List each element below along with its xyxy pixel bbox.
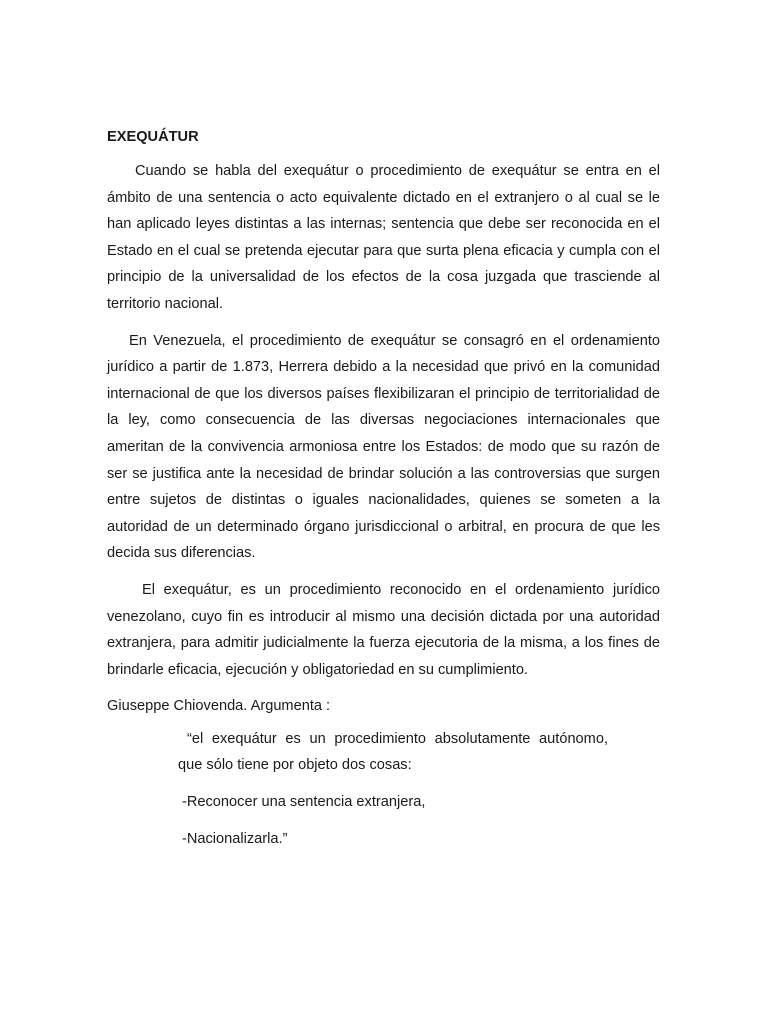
paragraph-venezuela-history: En Venezuela, el procedimiento de exequátur se consagró en el ordenamiento jurídico a partir de 1.873, Herrera debido a la necesidad que privó en la comunidad internacional de que los diversos países flexibilizaran el principio de territorialidad de la ley, como consecuencia de las diversas negociaciones internacionales que ameritan de la convivencia armoniosa entre los Estados: de modo que su razón de ser se justifica ante la necesidad de brindar solución a las controversias que surgen entre sujetos de distintas o iguales nacionalidades, quienes se someten a la autoridad de un determinado órgano jurisdiccional o arbitral, en procura de que les decida sus diferencias. (107, 332, 660, 562)
quote-line-1: “el exequátur es un procedimiento absolutamente autónomo, (187, 730, 608, 747)
paragraph-exequatur-definition: Cuando se habla del exequátur o procedimiento de exequátur se entra en el ámbito de una sentencia o acto equivalente dictado en el extranjero o al cual se le han aplicado leyes distintas a las internas; sentencia que debe ser reconocida en el Estado en el cual se pretenda ejecutar para que surta plena eficacia y cumpla con el principio de la universalidad de los efectos de la cosa juzgada que trasciende al territorio nacional. (107, 163, 660, 312)
quote-attribution: Giuseppe Chiovenda. Argumenta : (107, 698, 331, 715)
document-body (107, 124, 660, 862)
document-heading: EXEQUÁTUR (107, 129, 199, 145)
paragraph-procedure-purpose: El exequátur, es un procedimiento reconocido en el ordenamiento jurídico venezolano, cuyo fin es introducir al mismo una decisión dictada por una autoridad extranjera, para admitir judicialmente la fuerza ejecutoria de la misma, a los fines de brindarle eficacia, ejecución y obligatoriedad en su cumplimiento. (107, 581, 660, 678)
quote-line-2: que sólo tiene por objeto dos cosas: (178, 757, 412, 774)
block-quote (178, 726, 608, 852)
quote-item-2: -Nacionalizarla.” (182, 830, 288, 847)
quote-item-1: -Reconocer una sentencia extranjera, (182, 794, 426, 811)
